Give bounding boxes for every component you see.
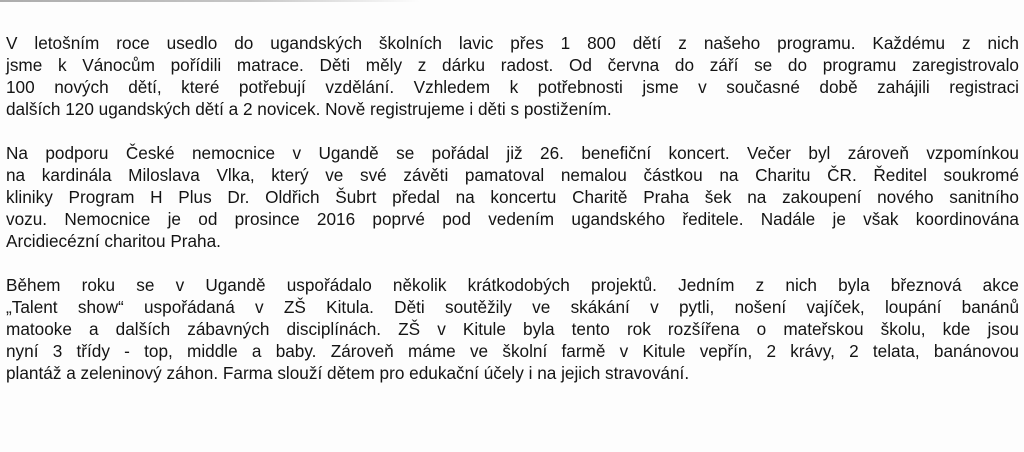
- document-body: [6, 32, 1019, 406]
- paragraph-short-projects: [6, 274, 1019, 384]
- text-line: jsme k Vánocům pořídili matrace. Děti měly z dárku radost. Od června do září se do programu zaregistrovalo: [6, 55, 1019, 75]
- text-line: dalších 120 ugandských dětí a 2 novicek. Nově registrujeme i děti s postižením.: [6, 99, 612, 119]
- text-line: vozu. Nemocnice je od prosince 2016 poprvé pod vedením ugandského ředitele. Nadále je však koordinována: [6, 209, 1019, 229]
- text-line: kliniky Program H Plus Dr. Oldřich Šubrt předal na koncertu Charitě Praha šek na zakoupení nového sanitního: [6, 187, 1019, 207]
- text-line: 100 nových dětí, které potřebují vzdělání. Vzhledem k potřebnosti jsme v současné době zahájili registraci: [6, 77, 1019, 97]
- text-line: V letošním roce usedlo do ugandských školních lavic přes 1 800 dětí z našeho programu. Každému z nich: [6, 33, 1019, 53]
- paragraph-hospital-concert: [6, 142, 1019, 252]
- text-line: Arcidiecézní charitou Praha.: [6, 231, 221, 251]
- text-line: Během roku se v Ugandě uspořádalo několik krátkodobých projektů. Jedním z nich byla březnová akce: [6, 275, 1019, 295]
- paragraph-school-program: [6, 32, 1019, 120]
- text-line: plantáž a zeleninový záhon. Farma slouží dětem pro edukační účely i na jejich stravování.: [6, 363, 690, 383]
- text-line: „Talent show“ uspořádaná v ZŠ Kitula. Děti soutěžily ve skákání v pytli, nošení vajíček, loupání banánů: [6, 297, 1019, 317]
- text-line: na kardinála Miloslava Vlka, který ve své závěti pamatoval nemalou částkou na Charitu ČR. Ředitel soukromé: [6, 165, 1019, 185]
- text-line: nyní 3 třídy - top, middle a baby. Zároveň máme ve školní farmě v Kitule vepřín, 2 krávy, 2 telata, banánovou: [6, 341, 1019, 361]
- text-line: Na podporu České nemocnice v Ugandě se pořádal již 26. benefiční koncert. Večer byl zároveň vzpomínkou: [6, 143, 1019, 163]
- page-top-edge-remnant: [0, 0, 420, 2]
- text-line: matooke a dalších zábavných disciplínách. ZŠ v Kitule byla tento rok rozšířena o mateřskou školu, kde jsou: [6, 319, 1019, 339]
